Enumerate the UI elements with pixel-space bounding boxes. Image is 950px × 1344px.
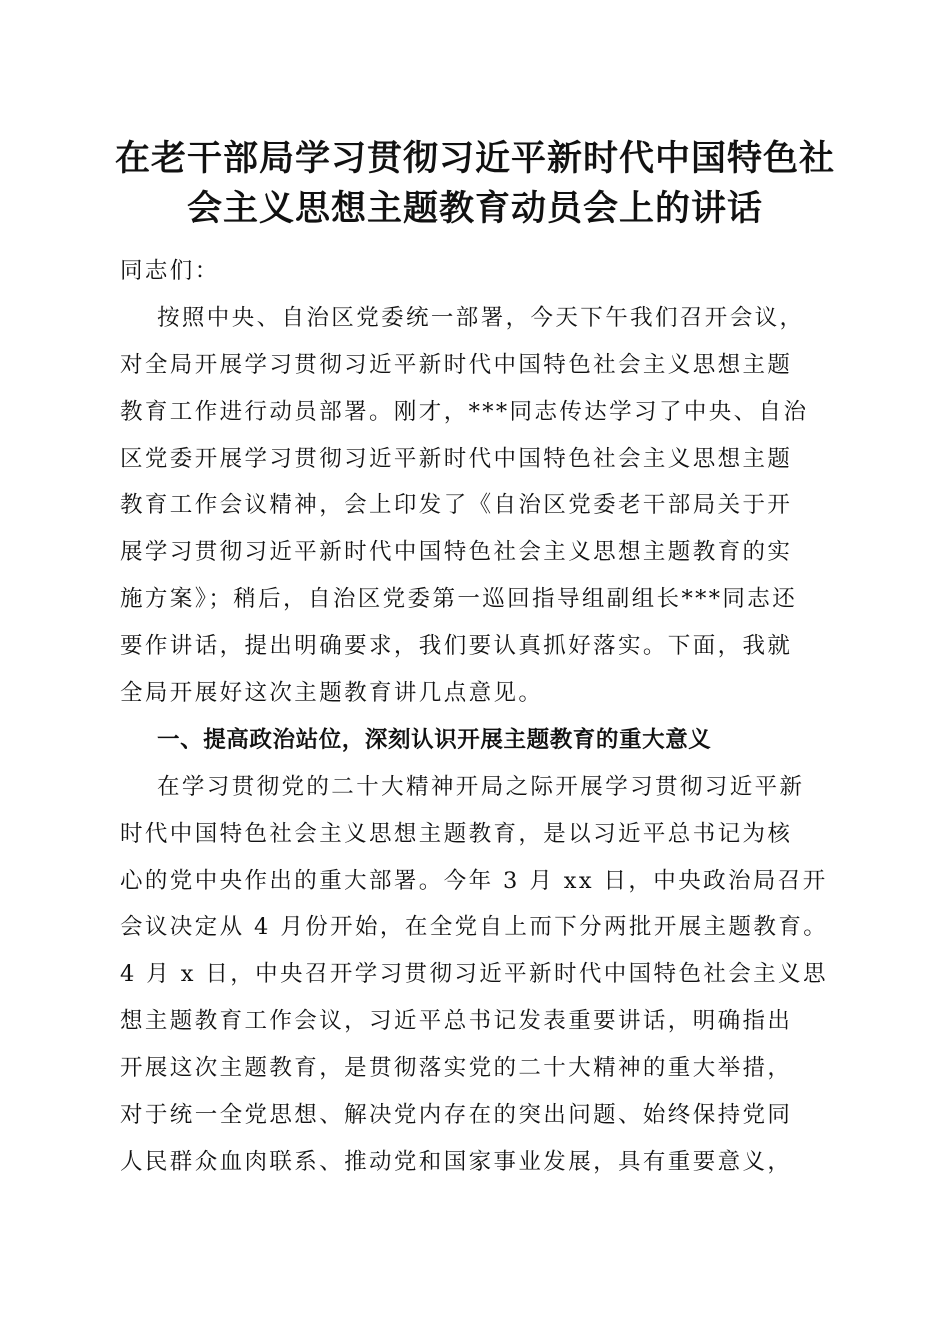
paragraph-line: 施方案》；稍后，自治区党委第一巡回指导组副组长***同志还	[120, 586, 798, 613]
paragraph-line: 会议决定从 4 月份开始，在全党自上而下分两批开展主题教育。	[120, 914, 829, 941]
document-body	[120, 248, 840, 1186]
document-title	[100, 134, 850, 234]
title-line: 会主义思想主题教育动员会上的讲话	[186, 188, 763, 229]
paragraph-line: 人民群众血肉联系、推动党和国家事业发展，具有重要意义，	[120, 1148, 793, 1175]
paragraph-line: 对全局开展学习贯彻习近平新时代中国特色社会主义思想主题	[120, 351, 793, 378]
paragraph-line: 要作讲话，提出明确要求，我们要认真抓好落实。下面，我就	[120, 633, 793, 660]
paragraph-line: 在学习贯彻党的二十大精神开局之际开展学习贯彻习近平新	[157, 773, 805, 800]
section-heading-1: 一、提高政治站位，深刻认识开展主题教育的重大意义	[157, 726, 712, 753]
paragraph-line: 4 月 x 日，中央召开学习贯彻习近平新时代中国特色社会主义思	[120, 961, 828, 988]
paragraph-line: 时代中国特色社会主义思想主题教育，是以习近平总书记为核	[120, 820, 793, 847]
paragraph-2	[120, 764, 840, 1186]
paragraph-line: 教育工作进行动员部署。刚才，***同志传达学习了中央、自治	[120, 398, 809, 425]
paragraph-1	[120, 295, 840, 717]
paragraph-line: 教育工作会议精神，会上印发了《自治区党委老干部局关于开	[120, 492, 793, 519]
salutation: 同志们：	[120, 258, 220, 284]
paragraph-line: 区党委开展学习贯彻习近平新时代中国特色社会主义思想主题	[120, 445, 793, 472]
paragraph-line: 按照中央、自治区党委统一部署，今天下午我们召开会议，	[157, 304, 805, 331]
paragraph-line: 全局开展好这次主题教育讲几点意见。	[120, 680, 544, 707]
paragraph-line: 对于统一全党思想、解决党内存在的突出问题、始终保持党同	[120, 1102, 793, 1129]
paragraph-line: 心的党中央作出的重大部署。今年 3 月 xx 日，中央政治局召开	[120, 867, 828, 894]
paragraph-line: 开展这次主题教育，是贯彻落实党的二十大精神的重大举措，	[120, 1055, 793, 1082]
title-line: 在老干部局学习贯彻习近平新时代中国特色社	[114, 138, 835, 179]
paragraph-line: 展学习贯彻习近平新时代中国特色社会主义思想主题教育的实	[120, 539, 793, 566]
paragraph-line: 想主题教育工作会议，习近平总书记发表重要讲话，明确指出	[120, 1008, 793, 1035]
